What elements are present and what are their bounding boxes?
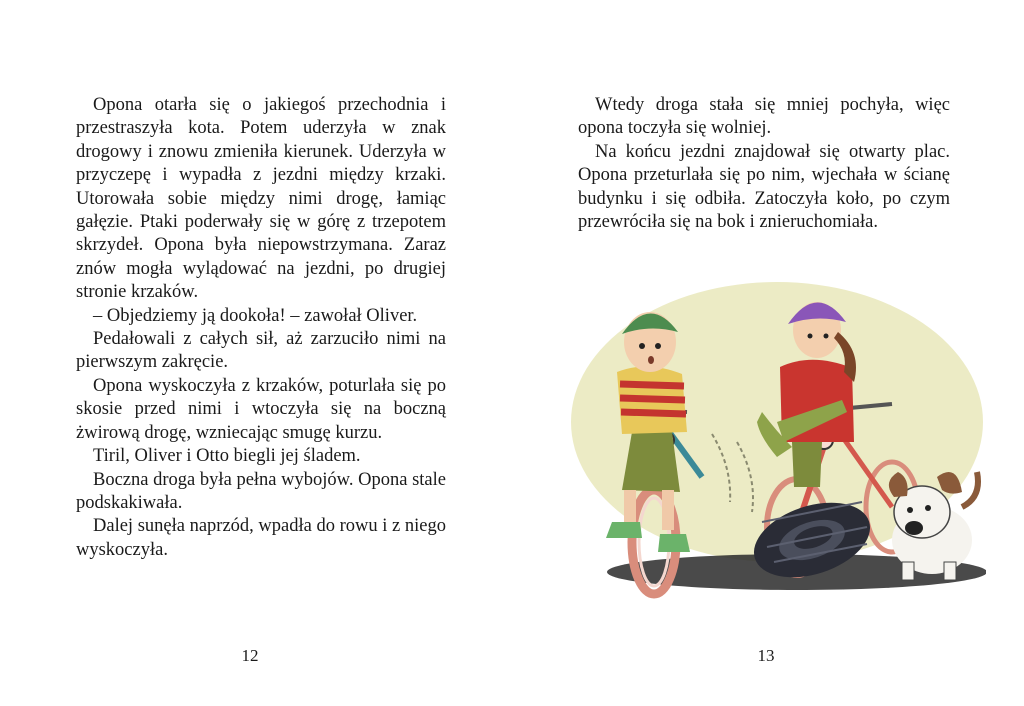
paragraph: Na końcu jezdni znajdował się otwarty plac. Opona przeturlała się po nim, wjechała w ścianę budynku i się odbiła. Zatoczyła koło, po czym przewróciła się na bok i znieruchomiała. xyxy=(578,141,950,233)
page-number: 13 xyxy=(757,646,775,665)
paragraph: Pedałowali z całych sił, aż zarzuciło nimi na pierwszym zakręcie. xyxy=(76,329,446,373)
paragraph: Wtedy droga stała się mniej pochyła, więc opona toczyła się wolniej. xyxy=(578,95,950,139)
page-number: 12 xyxy=(241,646,259,665)
left-page-text xyxy=(76,94,446,562)
right-page-text xyxy=(578,94,950,234)
paragraph: Opona wyskoczyła z krzaków, poturlała się po skosie przed nimi i wtoczyła się na boczną żwirową drogę, wzniecając smugę kurzu. xyxy=(76,375,446,443)
paragraph: Tiril, Oliver i Otto biegli jej śladem. xyxy=(93,446,361,467)
right-page xyxy=(512,0,1024,706)
paragraph: Boczna droga była pełna wybojów. Opona stale podskakiwała. xyxy=(76,469,446,513)
paragraph: – Objedziemy ją dookoła! – zawołał Oliver. xyxy=(93,305,418,326)
paragraph: Dalej sunęła naprzód, wpadła do rowu i z niego wyskoczyła. xyxy=(76,516,446,560)
paragraph: Opona otarła się o jakiegoś przechodnia i przestraszyła kota. Potem uderzyła w znak drogowy i znowu zmieniła kierunek. Uderzyła w przyczepę i wypadła z jezdni między krzaki. Utorowała sobie między nimi drogę, łamiąc gałęzie. Ptaki poderwały się w górę z trzepotem skrzydeł. Opona była niepowstrzymana. Zaraz znów mogła wylądować na jezdni, po drugiej stronie krzaków. xyxy=(76,95,446,303)
illustration-kids-bikes-tire-dog xyxy=(562,272,986,612)
